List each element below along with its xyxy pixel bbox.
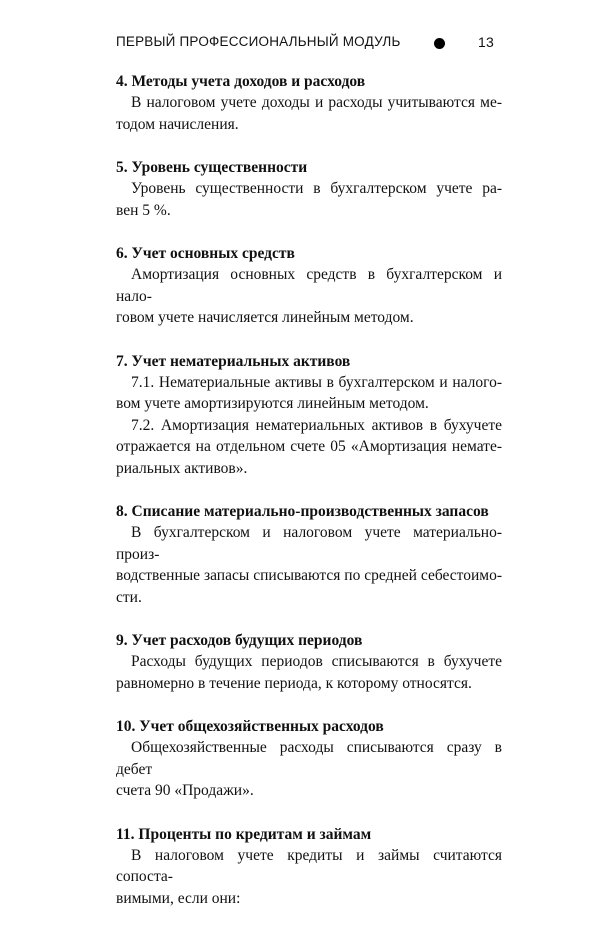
- paragraph: [116, 92, 502, 135]
- paragraph-line: Расходы будущих периодов списываются в бухучете: [131, 653, 502, 670]
- page-number: 13: [478, 34, 494, 50]
- paragraph-line: Амортизация основных средств в бухгалтерском и нало-: [116, 266, 502, 305]
- paragraph: [116, 522, 502, 608]
- section-heading: 7. Учет нематериальных активов: [116, 352, 351, 370]
- section-heading: 8. Списание материально-производственных запасов: [116, 503, 489, 520]
- section: [116, 351, 502, 480]
- section-heading: 4. Методы учета доходов и расходов: [116, 73, 366, 90]
- paragraph-line: равномерно в течение периода, к которому относятся.: [116, 674, 472, 692]
- paragraph-line: 7.2. Амортизация нематериальных активов в бухучете: [131, 416, 502, 434]
- paragraph-line: В налоговом учете доходы и расходы учитываются ме-: [131, 94, 502, 111]
- paragraph: [116, 415, 502, 480]
- page-content: [116, 71, 502, 931]
- paragraph-line: вен 5 %.: [116, 201, 171, 219]
- paragraph: [116, 845, 502, 910]
- paragraph-line: В бухгалтерском и налоговом учете материально-произ-: [116, 524, 502, 563]
- section: [116, 501, 502, 608]
- paragraph: [116, 178, 502, 221]
- section: [116, 157, 502, 221]
- paragraph-line: счета 90 «Продажи».: [116, 782, 254, 799]
- section-heading: 11. Проценты по кредитам и займам: [116, 825, 372, 843]
- paragraph-line: говом учете начисляется линейным методом.: [116, 309, 414, 326]
- paragraph-line: Общехозяйственные расходы списываются сразу в дебет: [116, 739, 502, 778]
- paragraph-line: отражается на отдельном счете 05 «Амортизация немате-: [116, 438, 502, 455]
- section: [116, 71, 502, 135]
- section: [116, 243, 502, 329]
- paragraph: [116, 737, 502, 802]
- section-heading: 9. Учет расходов будущих периодов: [116, 632, 363, 649]
- section: [116, 824, 502, 910]
- paragraph: [116, 651, 502, 694]
- bullet-dot-icon: [434, 38, 445, 49]
- paragraph-line: сти.: [116, 588, 142, 606]
- section-heading: 6. Учет основных средств: [116, 245, 295, 262]
- paragraph-line: водственные запасы списываются по средней себестоимо-: [116, 567, 502, 584]
- section-heading: 10. Учет общехозяйственных расходов: [116, 718, 384, 735]
- paragraph-line: вимыми, если они:: [116, 889, 241, 907]
- paragraph-line: вом учете амортизируются линейным методом.: [116, 395, 429, 412]
- paragraph-line: тодом начисления.: [116, 115, 239, 133]
- running-header-title: ПЕРВЫЙ ПРОФЕССИОНАЛЬНЫЙ МОДУЛЬ: [116, 34, 401, 49]
- section-heading: 5. Уровень существенности: [116, 159, 308, 176]
- section: [116, 716, 502, 802]
- paragraph-line: 7.1. Нематериальные активы в бухгалтерском и налого-: [131, 373, 502, 391]
- section: [116, 630, 502, 694]
- paragraph: [116, 264, 502, 329]
- paragraph-line: Уровень существенности в бухгалтерском учете ра-: [131, 180, 502, 197]
- paragraph-line: В налоговом учете кредиты и займы считаются сопоста-: [116, 846, 502, 885]
- paragraph: [116, 372, 502, 415]
- running-header: [116, 34, 494, 54]
- paragraph-line: риальных активов».: [116, 459, 248, 477]
